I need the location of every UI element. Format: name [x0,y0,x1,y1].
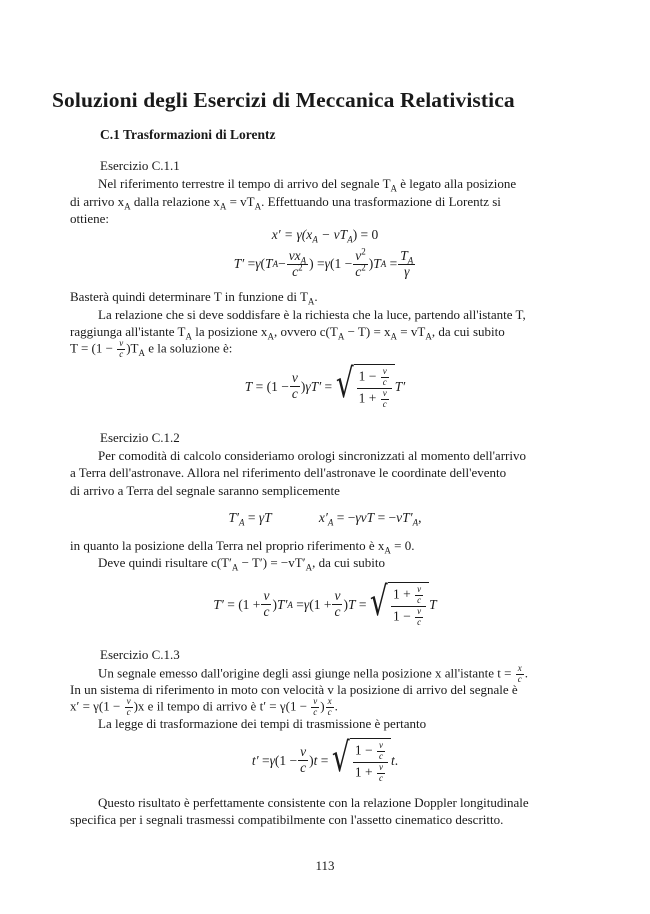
ex2-paragraph-line: a Terra dell'astronave. Allora nel riferimento dell'astronave le coordinate dell'evento [70,465,507,480]
equation-ex2-solution: T′ = (1 + $\frac{v}{c}$ ) T′ A = γ (1 + $\frac{v}{c}$ ) T = √ 1 + $\frac{v}{c}$ 1 − $\frac{v}{c}$ T [213,579,437,627]
ex3-paragraph-line: Questo risultato è perfettamente consistente con la relazione Doppler longitudinale [98,795,529,810]
ex1-paragraph-line: T = (1 − $\frac{v}{c}$ )$T_A$ e la soluzione è: [70,338,233,359]
exercise-1-label: Esercizio C.1.1 [100,158,180,173]
ex1-paragraph-line: Nel riferimento terrestre il tempo di arrivo del segnale $T_A$ è legato alla posizione [98,176,517,194]
ex1-paragraph-line: ottiene: [70,211,109,226]
page-number: 113 [315,858,335,873]
ex3-paragraph-line: In un sistema di riferimento in moto con velocità v la posizione di arrivo del segnale è [70,682,518,697]
ex1-paragraph-line: di arrivo $x_A$ dalla relazione $x_A = vT_A$. Effettuando una trasformazione di Lorentz si [70,194,501,212]
ex1-paragraph-line: Basterà quindi determinare T in funzione di $T_A$. [70,289,318,307]
ex2-paragraph-line: in quanto la posizione della Terra nel proprio riferimento è $x_A = 0$. [70,538,415,556]
equation-ex1-solution: T = (1 − $\frac{v}{c}$ ) γT′ = √ 1 − $\frac{v}{c}$ 1 + $\frac{v}{c}$ T′ [244,361,406,409]
equation-ex2-coordinates: $T'_A = \gamma T$ $x'_A = -\gamma vT = -vT'_A$, [228,510,422,528]
equation-ex3-solution: t′ = γ (1 − $\frac{v}{c}$ ) t = √ 1 − $\frac{v}{c}$ 1 + $\frac{v}{c}$ t . [251,735,399,783]
ex1-paragraph-line: La relazione che si deve soddisfare è la richiesta che la luce, partendo all'istante T, [98,307,526,322]
section-heading: C.1 Trasformazioni di Lorentz [100,127,276,142]
ex3-paragraph-line: Un segnale emesso dall'origine degli assi giunge nella posizione x all'istante t = $\frac{x}{c}$ . [98,663,528,684]
ex2-paragraph-line: di arrivo a Terra del segnale saranno semplicemente [70,483,340,498]
ex2-paragraph-line: Deve quindi risultare $c(T'_A - T') = -vT'_A$, da cui subito [98,555,385,573]
ex3-paragraph-line: La legge di trasformazione dei tempi di trasmissione è pertanto [98,716,427,731]
exercise-2-label: Esercizio C.1.2 [100,430,180,445]
chapter-title: Soluzioni degli Esercizi di Meccanica Relativistica [52,88,515,112]
ex1-paragraph-line: raggiunga all'istante $T_A$ la posizione $x_A$, ovvero $c(T_A - T) = x_A = vT_A$, da cui subito [70,324,505,342]
ex2-paragraph-line: Per comodità di calcolo consideriamo orologi sincronizzati al momento dell'arrivo [98,448,526,463]
ex3-paragraph-line: specifica per i segnali trasmessi compatibilmente con l'assetto cinematico descritto. [70,812,504,827]
ex3-paragraph-line: x′ = γ(1 − $\frac{v}{c}$ )x e il tempo di arrivo è t′ = γ(1 − $\frac{v}{c}$ ) $\frac{x}{c}$ . [70,696,338,717]
exercise-3-label: Esercizio C.1.3 [100,647,180,662]
equation-lorentz-x: $x' = \gamma(x_A - vT_A) = 0$ [271,227,379,245]
equation-lorentz-t: T′ = γ ( T A − $\frac{vx_A}{c^2}$ ) = γ (1 − $\frac{v^2}{c^2}$ ) T A = $\frac{T_A}{\gamma}$ [233,246,414,279]
